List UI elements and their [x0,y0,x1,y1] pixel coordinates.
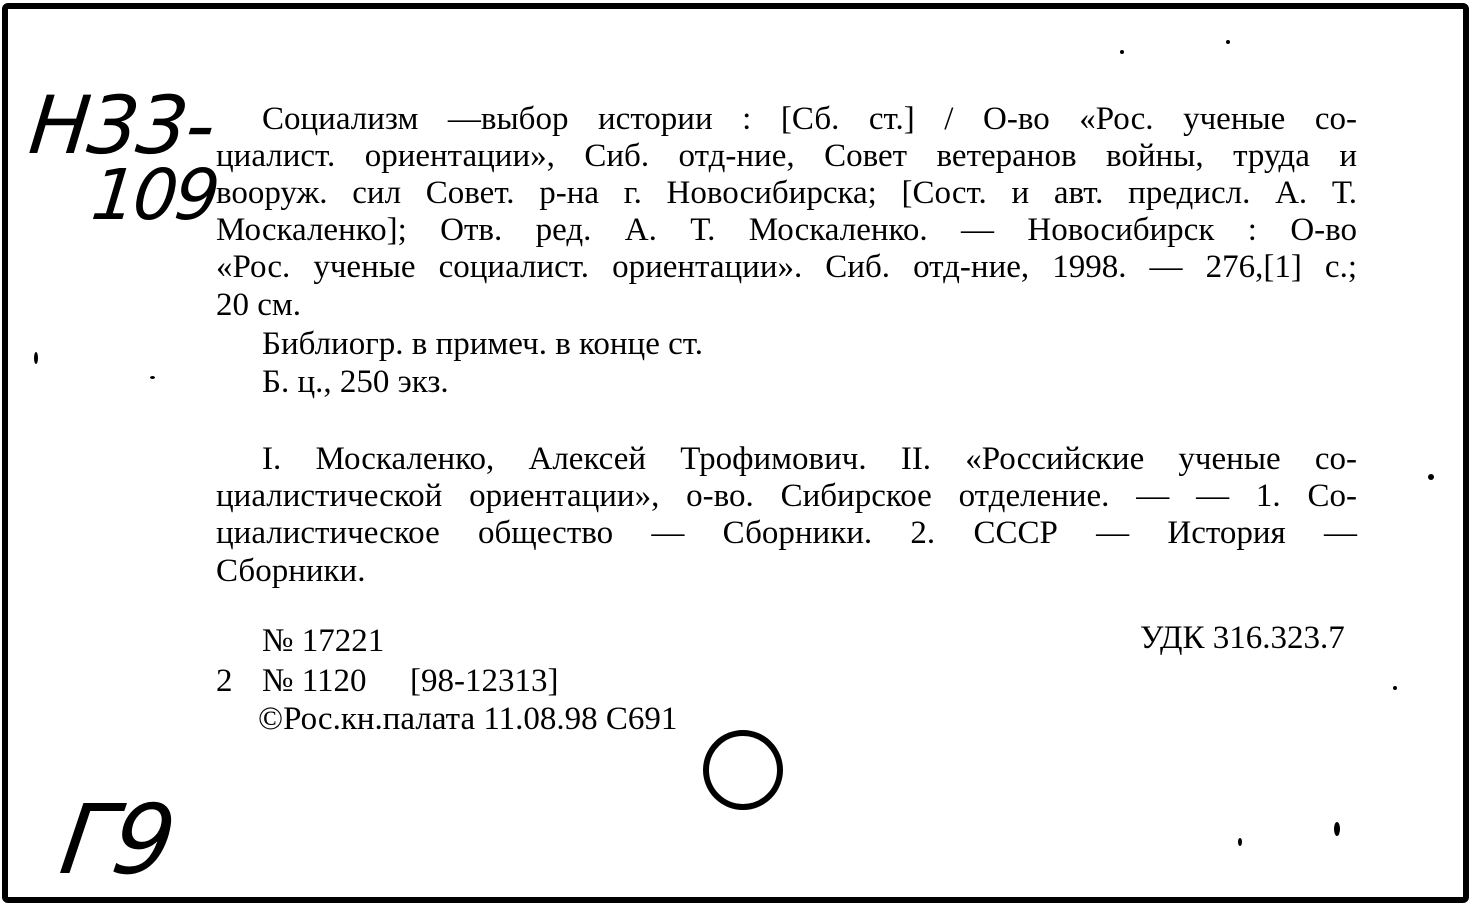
bottom-handwritten-mark: Г9 [54,784,181,896]
card-count: 2 [216,663,233,699]
tracing-line-4: Сборники. [216,553,366,589]
bibliography-note: Библиогр. в примеч. в конце ст. [262,326,703,362]
description-line-6: 20 см. [216,287,302,323]
tracing-line-1: I. Москаленко, Алексей Трофимович. II. «Российские ученые со- [262,441,1357,477]
description-line-3: вооруж. сил Совет. р-на г. Новосибирска; [Сост. и авт. предисл. А. Т. [216,175,1357,211]
udc-code: УДК 316.323.7 [1140,620,1345,656]
shelf-mark-line2: 109 [87,154,221,236]
description-line-2: циалист. ориентации», Сиб. отд-ние, Совет ветеранов войны, труда и [216,138,1357,174]
description-line-5: «Рос. ученые социалист. ориентации». Сиб. отд-ние, 1998. — 276,[1] с.; [216,249,1357,285]
record-number: № 17221 [262,623,385,659]
description-line-1: Социализм —выбор истории : [Сб. ст.] / О-во «Рос. ученые со- [262,101,1357,137]
scan-speck [34,352,38,364]
scan-speck [1393,686,1397,690]
tracing-line-3: циалистическое общество — Сборники. 2. СССР — История — [216,515,1357,551]
description-line-4: Москаленко]; Отв. ред. А. Т. Москаленко. — Новосибирск : О-во [216,212,1357,248]
scan-speck [1120,50,1124,54]
registration-code: [98-12313] [410,663,559,699]
scan-speck [1428,474,1434,480]
punch-hole [703,730,783,810]
shelf-mark-line1: Н33- [25,79,218,172]
price-copies-note: Б. ц., 250 экз. [262,364,449,400]
scan-speck [1238,838,1242,846]
tracing-line-2: циалистической ориентации», о-во. Сибирское отделение. — — 1. Со- [216,478,1357,514]
card-number: № 1120 [262,663,367,699]
scan-speck [1334,822,1340,836]
scan-speck [1226,40,1230,44]
scan-speck [150,376,155,379]
copyright-line: ©Рос.кн.палата 11.08.98 С691 [258,701,678,737]
